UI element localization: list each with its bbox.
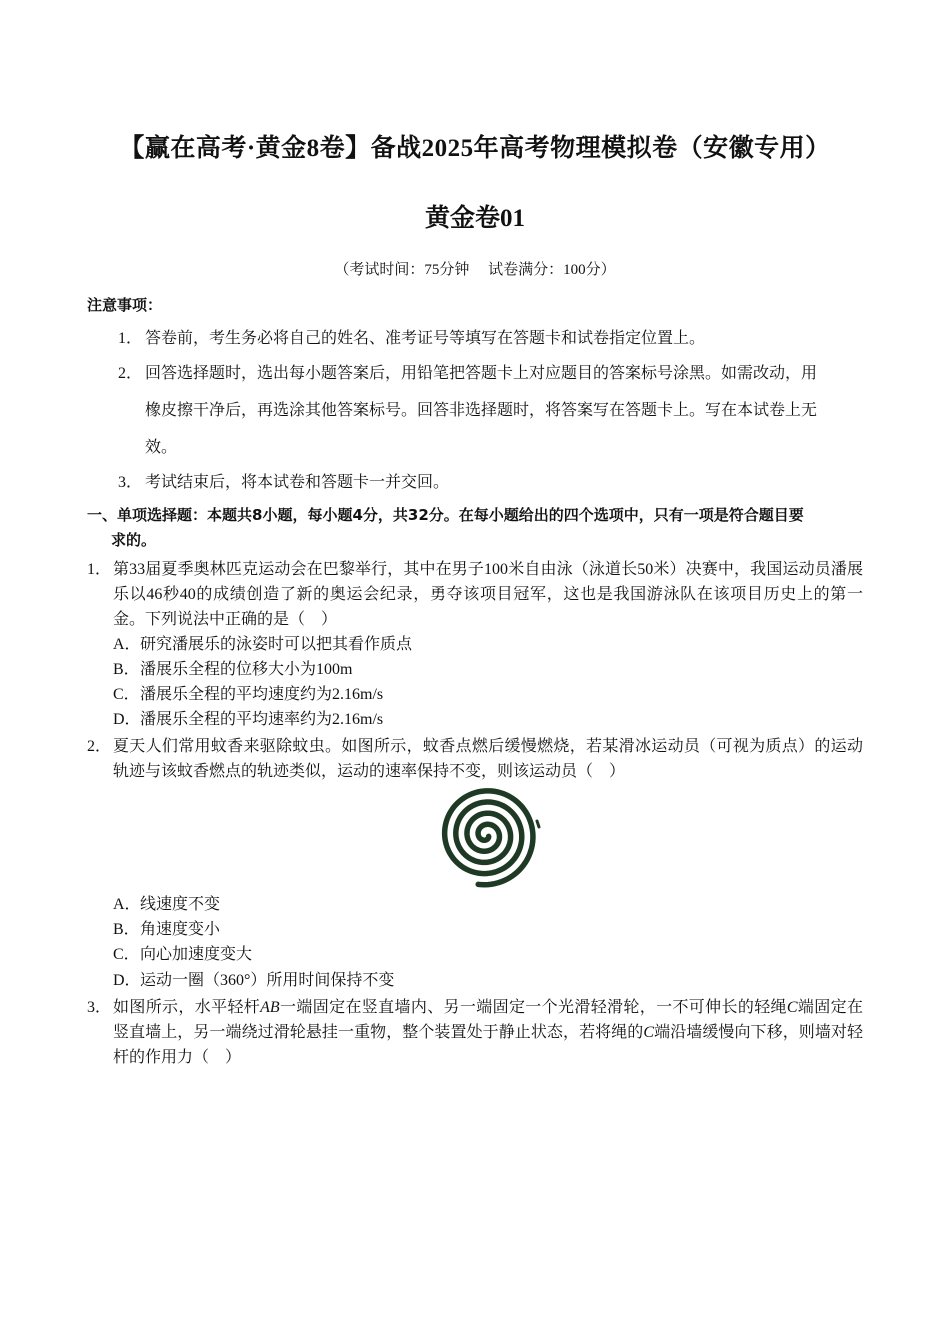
question-variable: AB <box>260 999 280 1016</box>
section-heading-text: 一、单项选择题：本题共8小题，每小题4分，共32分。在每小题给出的四个选项中，只有一项是符合题目要 <box>87 506 804 524</box>
question-1 <box>87 557 863 632</box>
question-3 <box>87 995 863 1070</box>
notice-item <box>118 464 863 501</box>
option-c <box>113 682 383 707</box>
option-text: 角速度变小 <box>140 921 221 938</box>
question-text-part: 端沿墙缓慢向下移，则墙对轻杆的作用力（ ） <box>113 1024 863 1066</box>
option-d <box>113 707 383 732</box>
option-text: 潘展乐全程的平均速率约为2.16m/s <box>140 711 384 728</box>
option-b <box>113 657 352 682</box>
exam-info: （考试时间：75分钟 试卷满分：100分） <box>334 262 616 278</box>
question-number: 1． <box>87 561 112 578</box>
notice-item <box>118 320 863 357</box>
section-heading-text: 求的。 <box>111 531 157 549</box>
notice-item-text: 橡皮擦干净后，再选涂其他答案标号。回答非选择题时，将答案写在答题卡上。写在本试卷上无 <box>145 402 818 419</box>
question-text <box>87 995 863 1070</box>
question-variable: C <box>643 1024 655 1041</box>
option-letter: A． <box>113 896 141 913</box>
page-subtitle: 黄金卷01 <box>424 205 525 232</box>
option-text: 研究潘展乐的泳姿时可以把其看作质点 <box>140 636 413 653</box>
notice-item-text: 考试结束后，将本试卷和答题卡一并交回。 <box>145 474 450 491</box>
option-text: 潘展乐全程的平均速度约为2.16m/s <box>140 686 384 703</box>
option-letter: D． <box>113 711 141 728</box>
mosquito-coil-spiral-icon <box>432 783 544 891</box>
question-text: 第33届夏季奥林匹克运动会在巴黎举行，其中在男子100米自由泳（泳道长50米）决赛中，我国运动员潘展乐以46秒40的成绩创造了新的奥运会纪录，勇夺该项目冠军，这也是我国游泳队在该项目历史上的第一金。下列说法中正确的是（ ） <box>113 561 863 628</box>
question-text-part: 一端固定在竖直墙内、另一端固定一个光滑轻滑轮，一不可伸长的轻绳 <box>279 999 787 1016</box>
option-c <box>113 942 252 967</box>
option-text: 潘展乐全程的位移大小为100m <box>140 661 353 678</box>
question-number: 2． <box>87 738 112 755</box>
option-letter: B． <box>113 921 140 938</box>
option-letter: C． <box>113 946 140 963</box>
option-text: 向心加速度变大 <box>140 946 253 963</box>
option-b <box>113 917 220 942</box>
notice-item <box>118 355 863 466</box>
notice-item-text: 回答选择题时，选出每小题答案后，用铅笔把答题卡上对应题目的答案标号涂黑。如需改动，用 <box>145 365 818 382</box>
question-text-part: 端固定在竖直墙上，另一端绕过滑轮悬挂一重物，整个装置处于静止状态，若将绳的 <box>113 999 863 1041</box>
question-number: 3． <box>87 999 112 1016</box>
notice-item-number: 3． <box>118 474 143 491</box>
option-letter: C． <box>113 686 140 703</box>
question-text: 夏天人们常用蚊香来驱除蚊虫。如图所示，蚊香点燃后缓慢燃烧，若某滑冰运动员（可视为质点）的运动轨迹与该蚊香燃点的轨迹类似，运动的速率保持不变，则该运动员（ ） <box>113 738 863 780</box>
option-a <box>113 632 412 657</box>
question-text-part: 如图所示，水平轻杆 <box>113 999 261 1016</box>
option-text: 运动一圈（360°）所用时间保持不变 <box>140 972 395 989</box>
option-letter: D． <box>113 972 141 989</box>
option-letter: B． <box>113 661 140 678</box>
page-title: 【赢在高考·黄金8卷】备战2025年高考物理模拟卷（安徽专用） <box>119 135 831 162</box>
notice-item-text: 答卷前，考生务必将自己的姓名、准考证号等填写在答题卡和试卷指定位置上。 <box>145 330 706 347</box>
notice-item-number: 1． <box>118 330 143 347</box>
question-2 <box>87 734 863 784</box>
notice-item-text: 效。 <box>145 439 178 456</box>
notice-heading: 注意事项： <box>87 296 163 314</box>
option-letter: A． <box>113 636 141 653</box>
option-a <box>113 892 220 917</box>
notice-item-number: 2． <box>118 365 143 382</box>
option-text: 线速度不变 <box>140 896 221 913</box>
question-variable: C <box>786 999 798 1016</box>
option-d <box>113 968 394 993</box>
section-heading <box>87 503 862 553</box>
